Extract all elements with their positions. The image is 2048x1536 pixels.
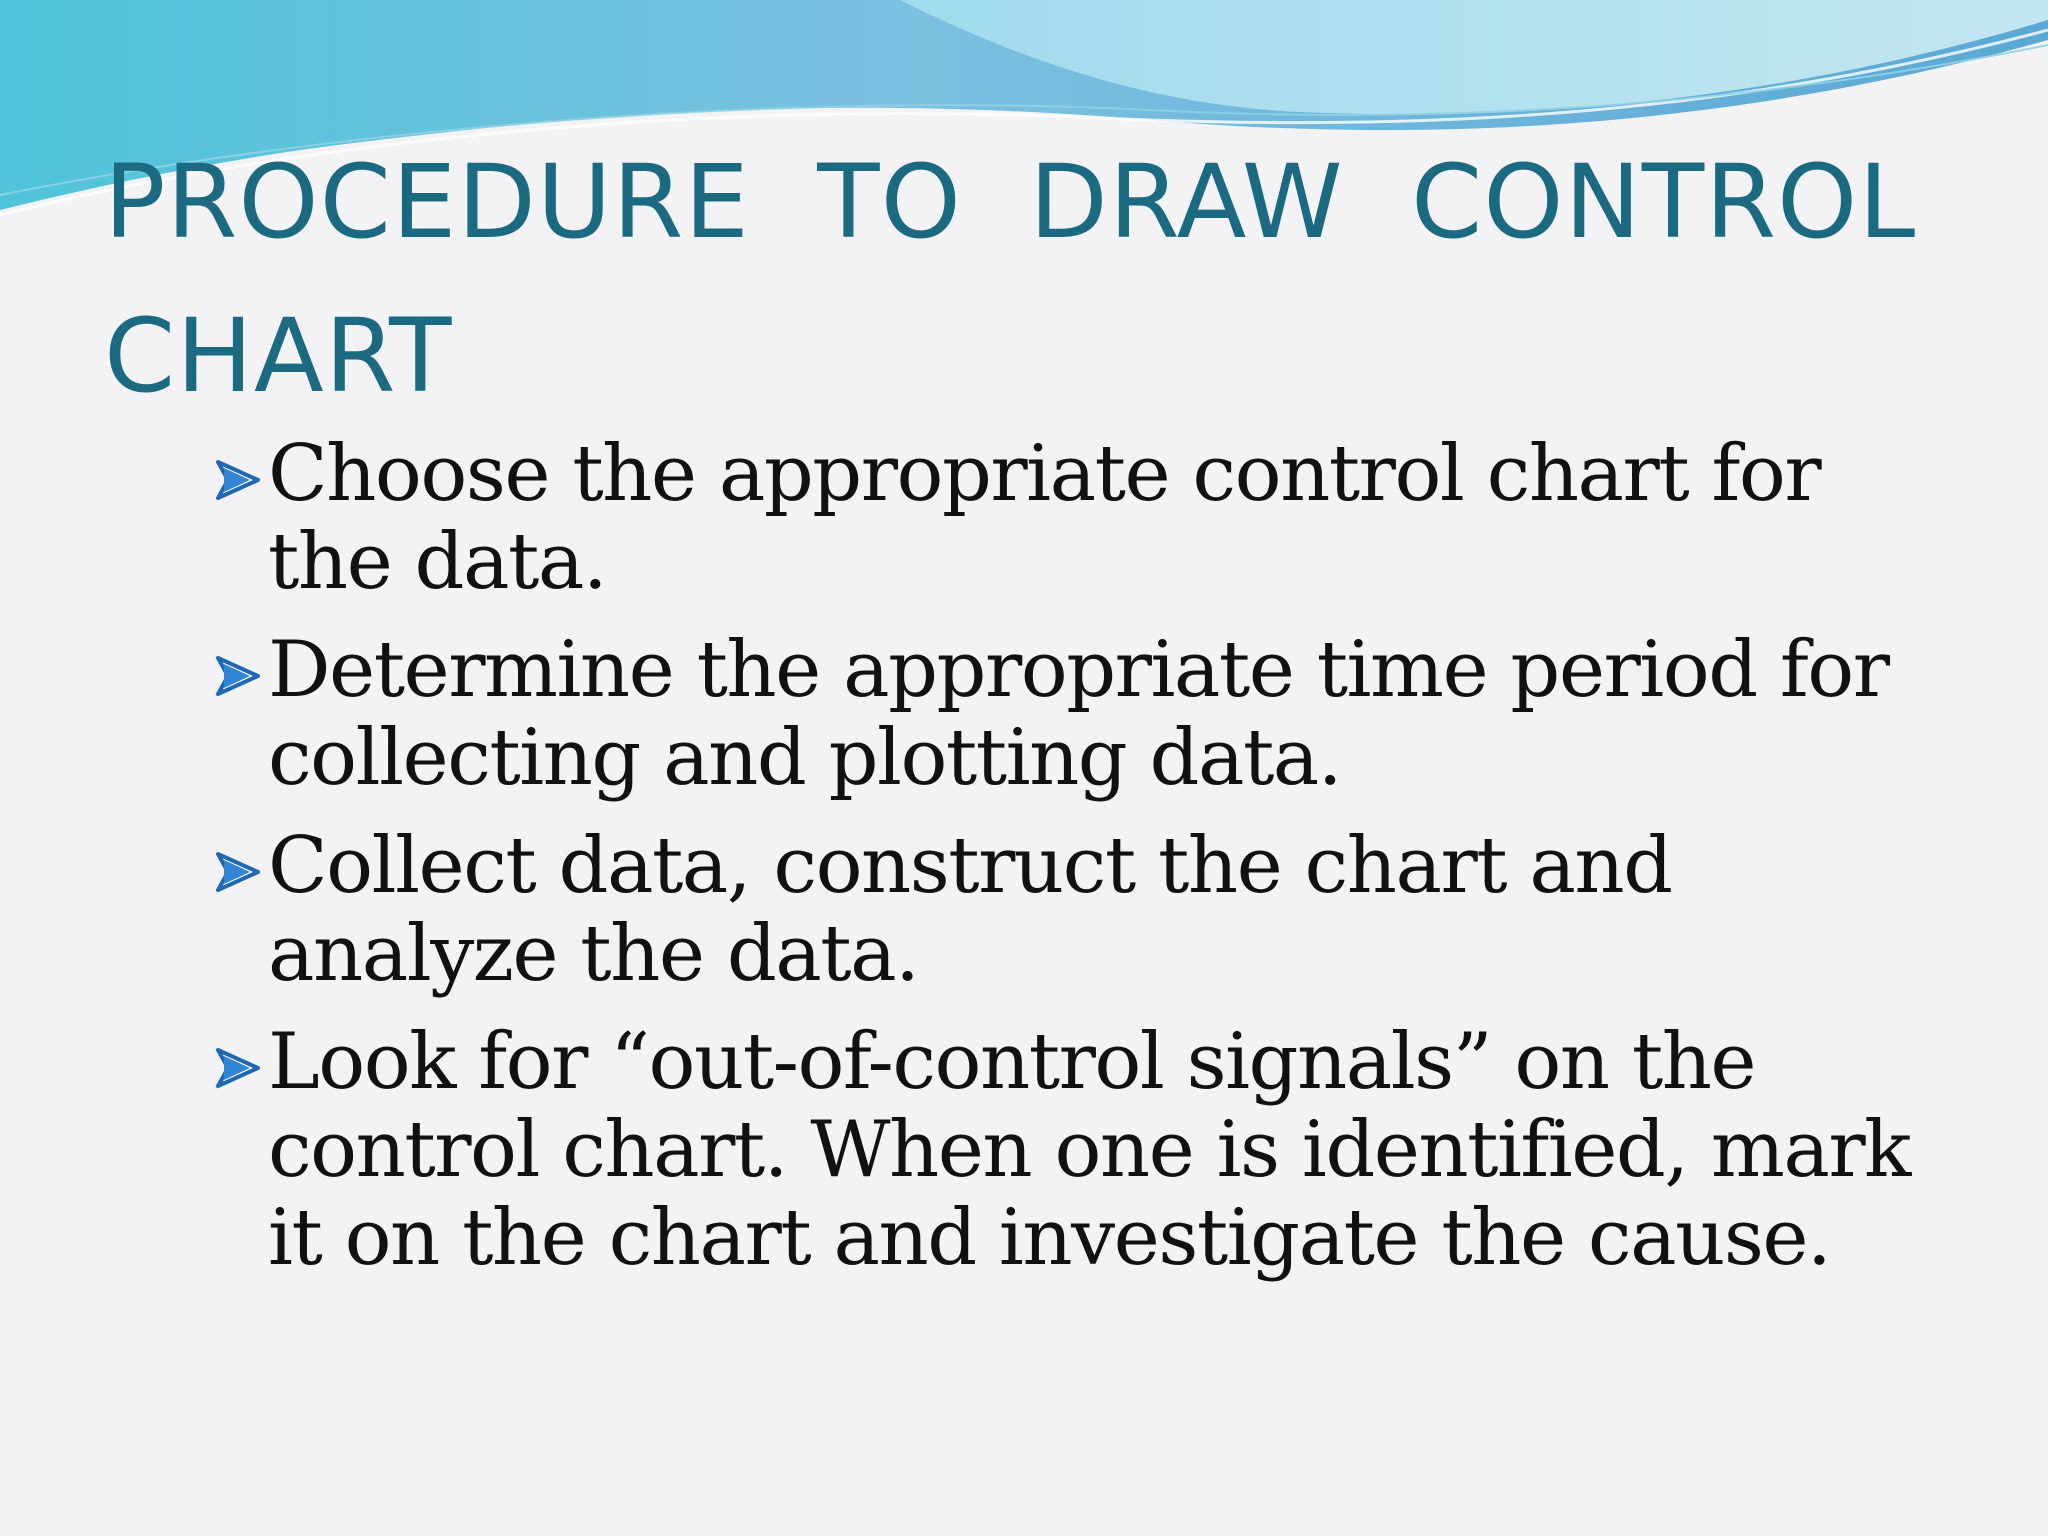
arrowhead-bullet-icon — [214, 654, 262, 698]
bullet-item — [214, 822, 1934, 998]
bullet-text: Look for “out-of-control signals” on the control chart. When one is identified, mark it on the chart and investigate the cause. — [268, 1017, 1910, 1283]
arrowhead-bullet-icon — [214, 850, 262, 894]
bullet-text: Determine the appropriate time period for collecting and plotting data. — [268, 625, 1889, 803]
bullet-item — [214, 1018, 1934, 1282]
arrowhead-bullet-icon — [214, 1046, 262, 1090]
slide-title: PROCEDURE TO DRAW CONTROL CHART — [104, 143, 1917, 416]
arrowhead-bullet-icon — [214, 458, 262, 502]
bullet-text: Choose the appropriate control chart for the data. — [268, 429, 1821, 607]
bullet-text: Collect data, construct the chart and analyze the data. — [268, 821, 1672, 999]
bullet-item — [214, 430, 1934, 606]
bullet-list — [214, 430, 1934, 1302]
bullet-item — [214, 626, 1934, 802]
